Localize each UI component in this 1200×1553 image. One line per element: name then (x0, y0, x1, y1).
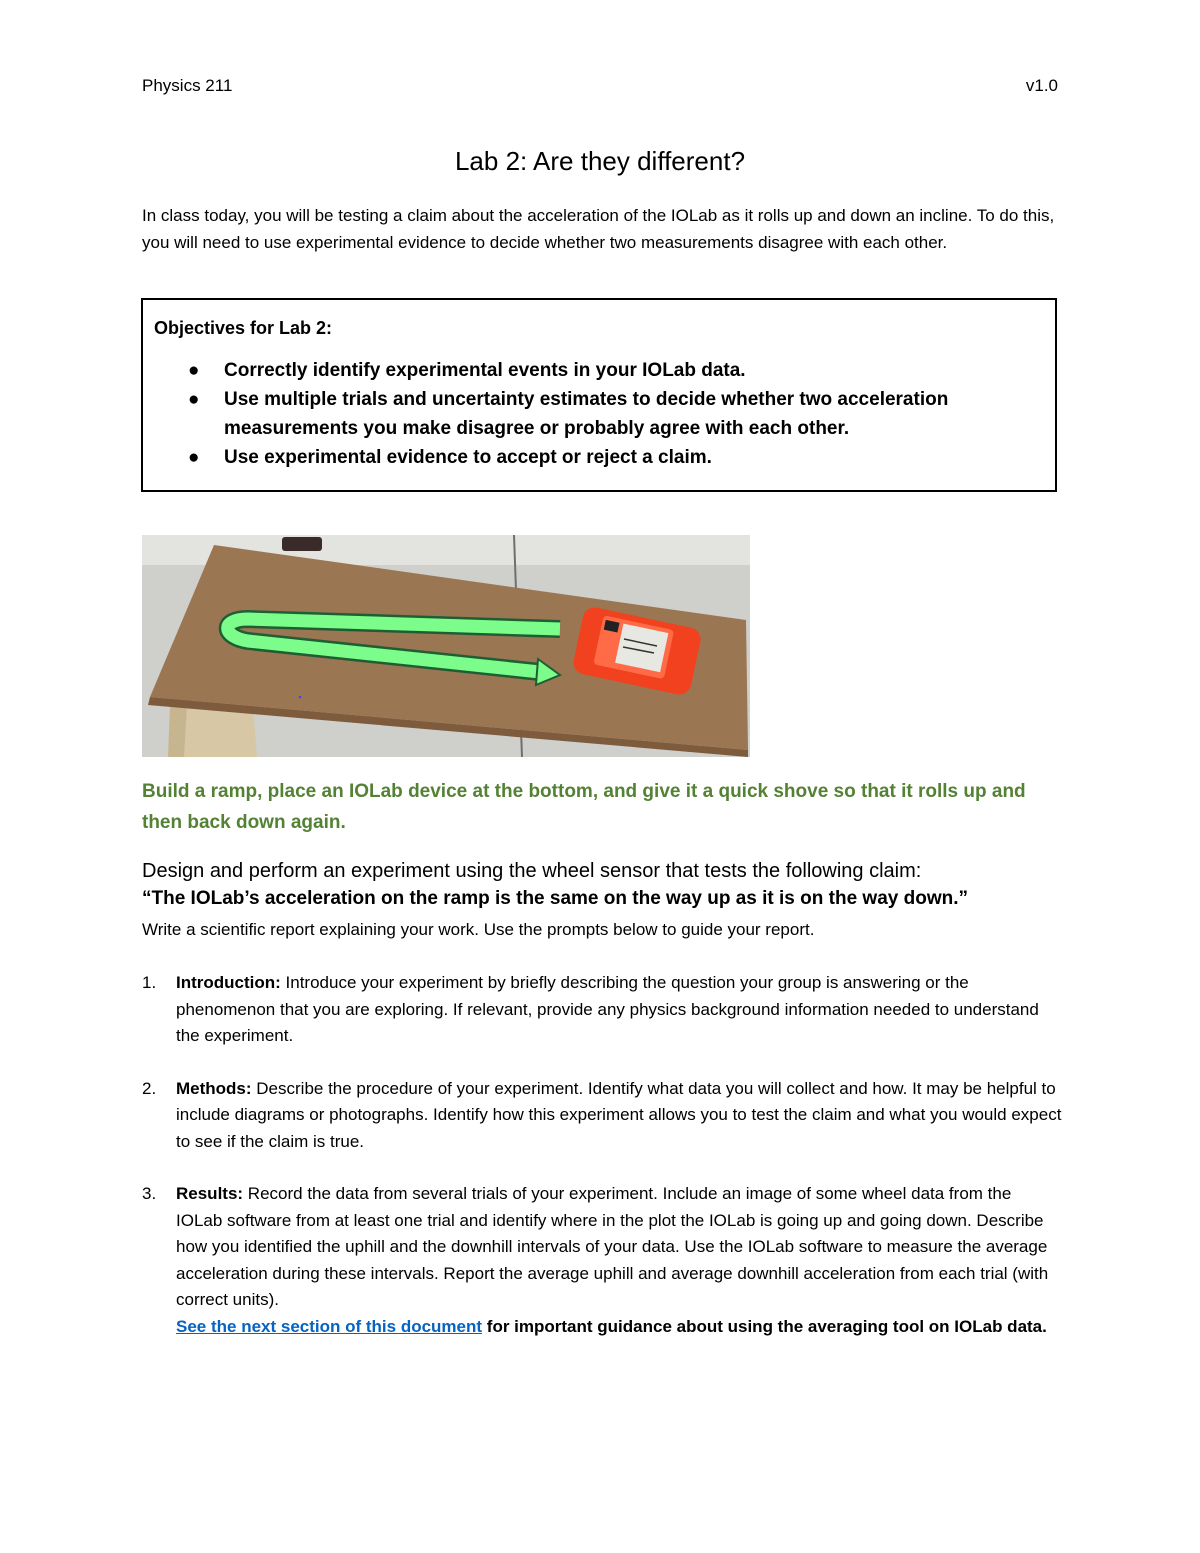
header-course: Physics 211 (142, 76, 233, 95)
ramp-photo (142, 535, 750, 757)
step-label: Results: (176, 1184, 244, 1203)
ramp-instruction: Build a ramp, place an IOLab device at the bottom, and give it a quick shove so that it rolls up and then back down again. (142, 781, 1026, 833)
step-number: 1. (142, 973, 157, 992)
step-text: Introduce your experiment by briefly describing the question your group is answering or the phenomenon that you are exploring. If relevant, provide any physics background information needed to understand the experiment. (176, 973, 1039, 1045)
report-instruction: Write a scientific report explaining your work. Use the prompts below to guide your report. (142, 920, 815, 939)
bullet-icon: ● (188, 447, 200, 468)
objective-item (143, 385, 1043, 443)
step-methods (142, 1076, 1062, 1156)
design-prompt: Design and perform an experiment using the wheel sensor that tests the following claim: (142, 860, 922, 882)
step-results (142, 1181, 1062, 1340)
objectives-heading: Objectives for Lab 2: (154, 318, 333, 338)
objective-text: Use experimental evidence to accept or reject a claim. (224, 447, 712, 468)
next-section-link[interactable]: See the next section of this document (176, 1316, 483, 1336)
step-label: Introduction: (176, 973, 281, 992)
objective-item (143, 443, 1043, 472)
objective-text: Correctly identify experimental events in your IOLab data. (224, 360, 746, 381)
bullet-icon: ● (188, 360, 200, 381)
step-label: Methods: (176, 1078, 252, 1098)
objective-item (143, 356, 1043, 385)
bullet-icon: ● (188, 389, 200, 410)
intro-paragraph: In class today, you will be testing a claim about the acceleration of the IOLab as it rolls up and down an incline. To do this, you will need to use experimental evidence to decide whether two measurements disagree with each other. (142, 206, 1055, 252)
objective-text: Use multiple trials and uncertainty estimates to decide whether two acceleration measurements you make disagree or probably agree with each other. (224, 389, 949, 439)
step-text: Describe the procedure of your experiment. Identify what data you will collect and how. It may be helpful to include diagrams or photographs. Identify how this experiment allows you to test the claim and what you would expect to see if the claim is true. (176, 1078, 1062, 1151)
objectives-list (143, 356, 1043, 472)
page-title: Lab 2: Are they different? (454, 146, 746, 176)
step-text: Record the data from several trials of your experiment. Include an image of some wheel data from the IOLab software from at least one trial and identify where in the plot the IOLab is going up and going down. Describe how you identified the uphill and the downhill intervals of your data. Use the IOLab software to measure the average acceleration during these intervals. Report the average uphill and average downhill acceleration from each trial (with correct units). (176, 1184, 1049, 1309)
step-number: 3. (142, 1184, 157, 1203)
step-introduction (142, 970, 1062, 1050)
link-tail-text: for important guidance about using the averaging tool on IOLab data. (482, 1316, 1047, 1336)
report-steps (142, 970, 1062, 1340)
claim-text: “The IOLab’s acceleration on the ramp is the same on the way up as it is on the way down.” (142, 888, 968, 909)
header-version: v1.0 (1025, 76, 1058, 95)
objectives-box (141, 298, 1057, 492)
step-number: 2. (142, 1078, 157, 1098)
